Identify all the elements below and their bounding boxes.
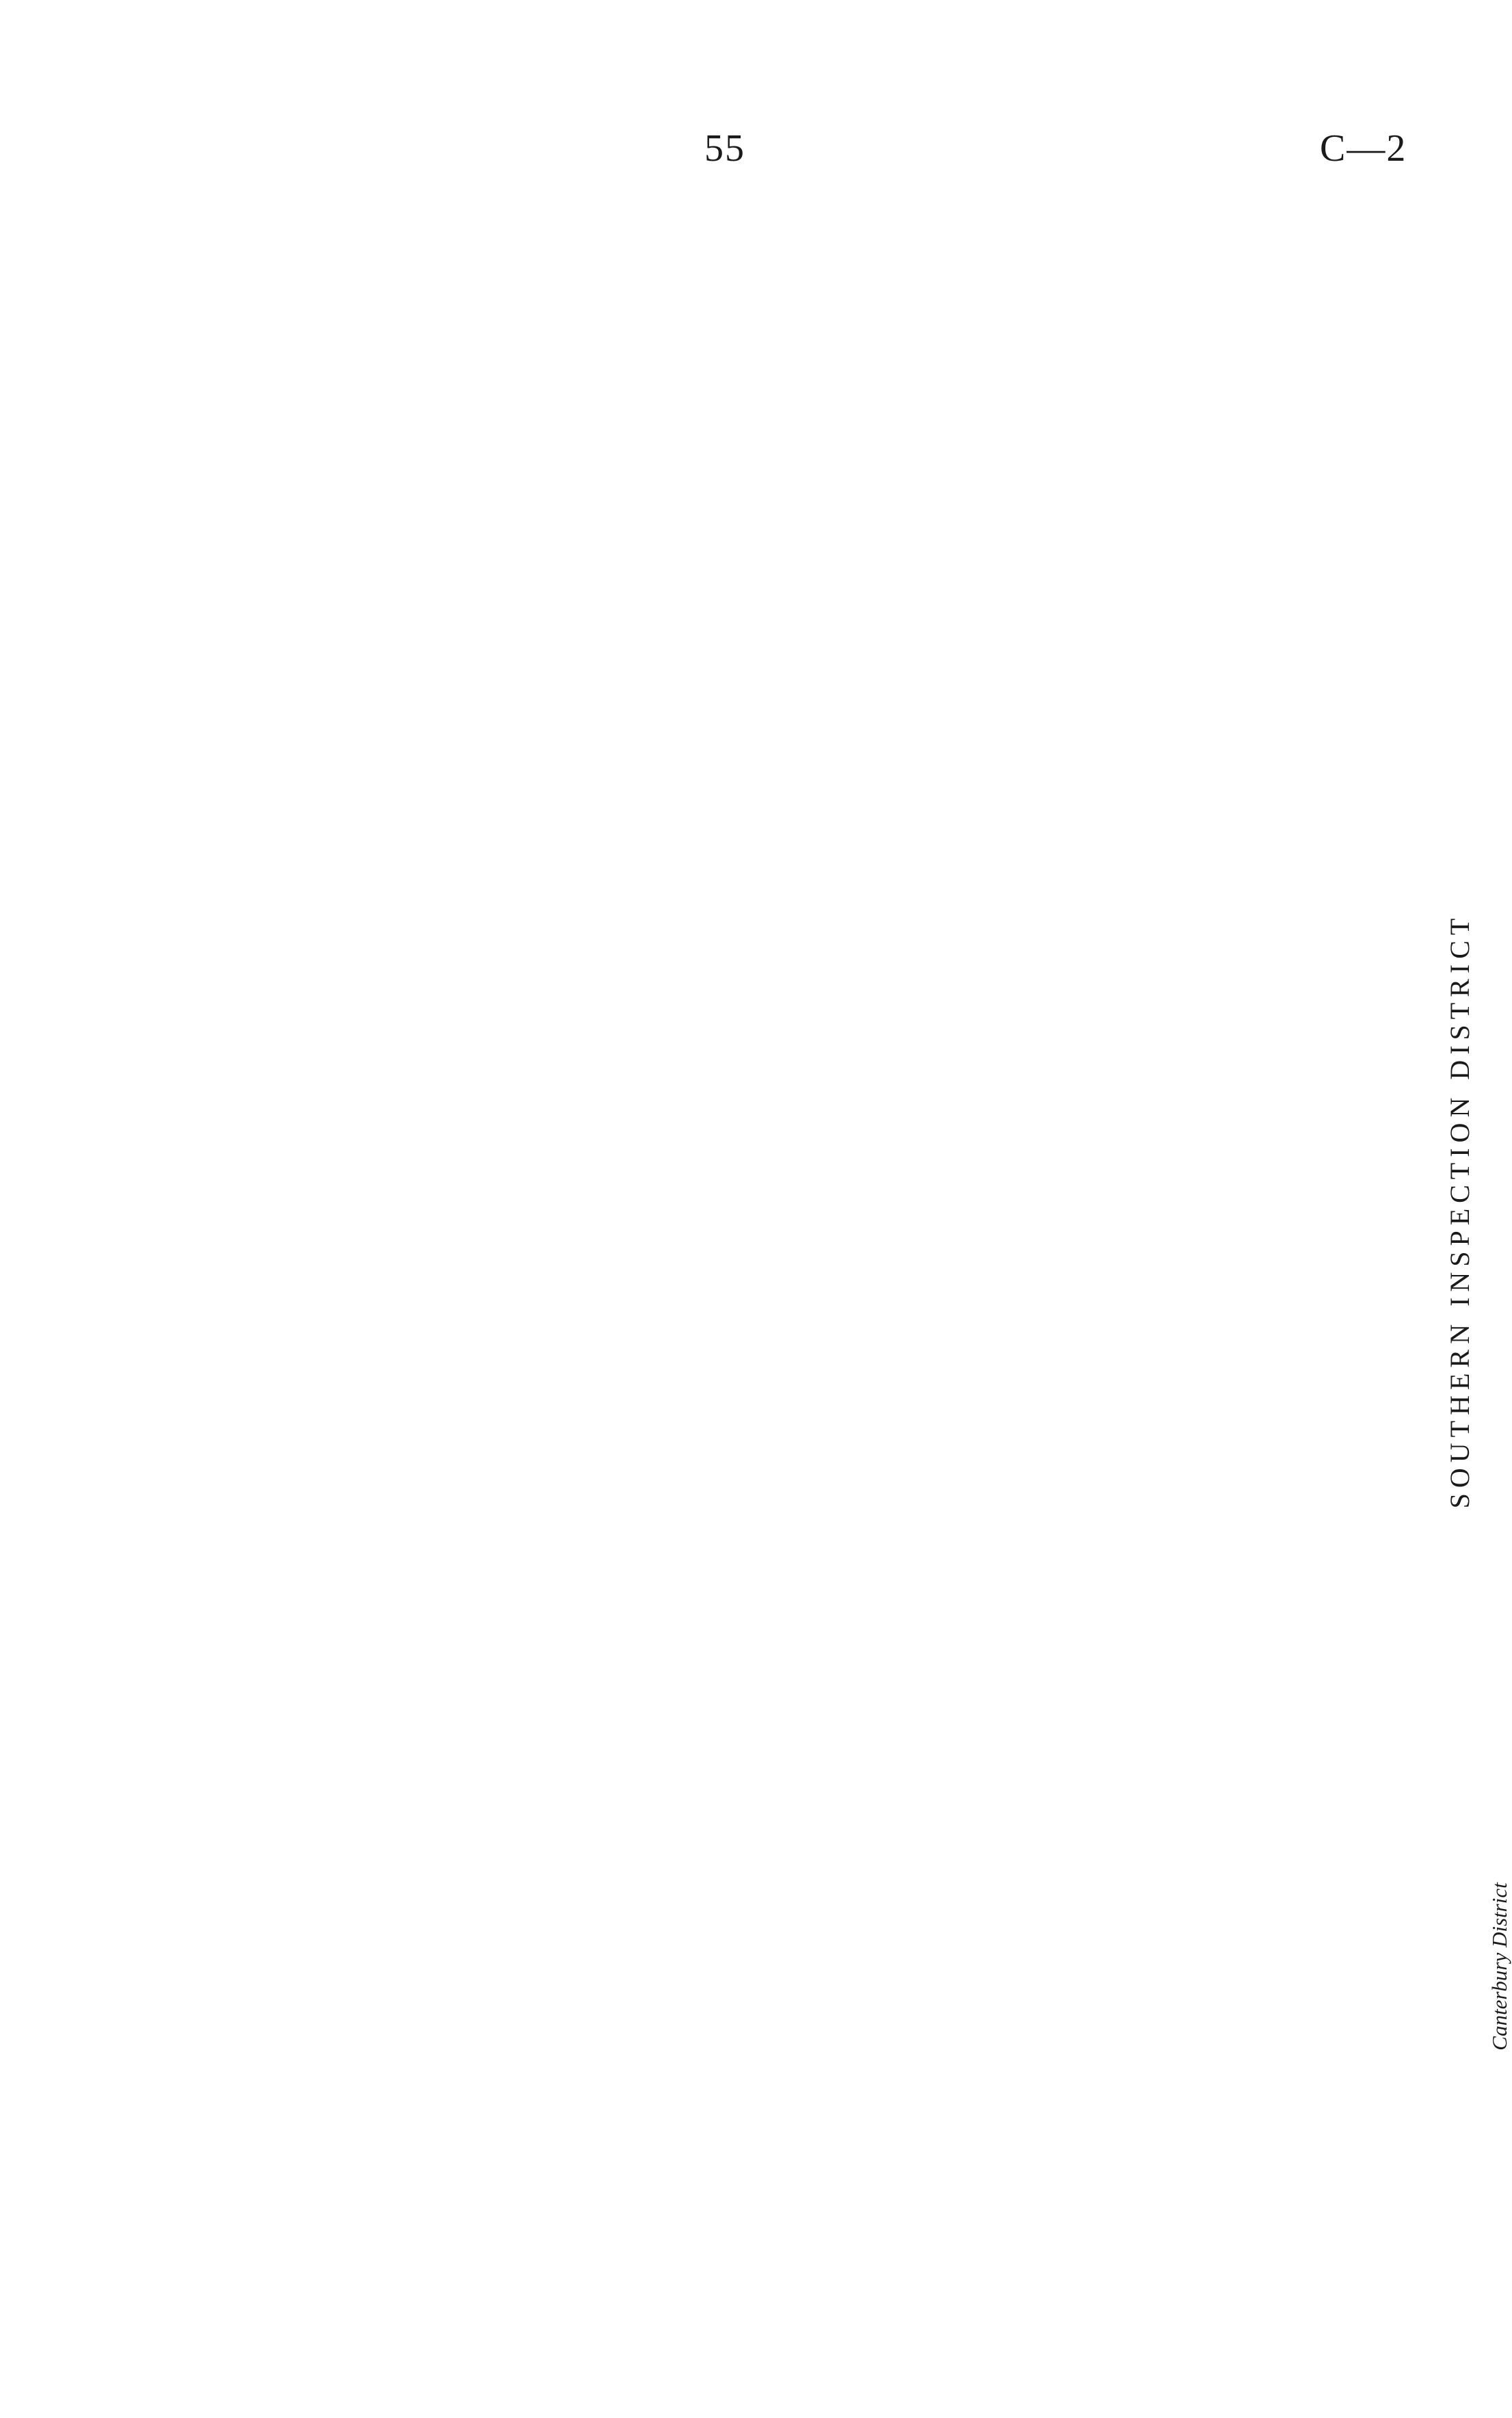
mines-table <box>1484 164 1512 2257</box>
district-name: Canterbury District <box>1487 1882 1511 2051</box>
rotated-table-block <box>1436 164 1512 2257</box>
page-number: 55 <box>704 127 745 170</box>
page-reference: C—2 <box>1320 127 1407 170</box>
district-heading <box>1484 164 1512 2257</box>
table-title: SOUTHERN INSPECTION DISTRICT <box>1444 912 1475 1509</box>
